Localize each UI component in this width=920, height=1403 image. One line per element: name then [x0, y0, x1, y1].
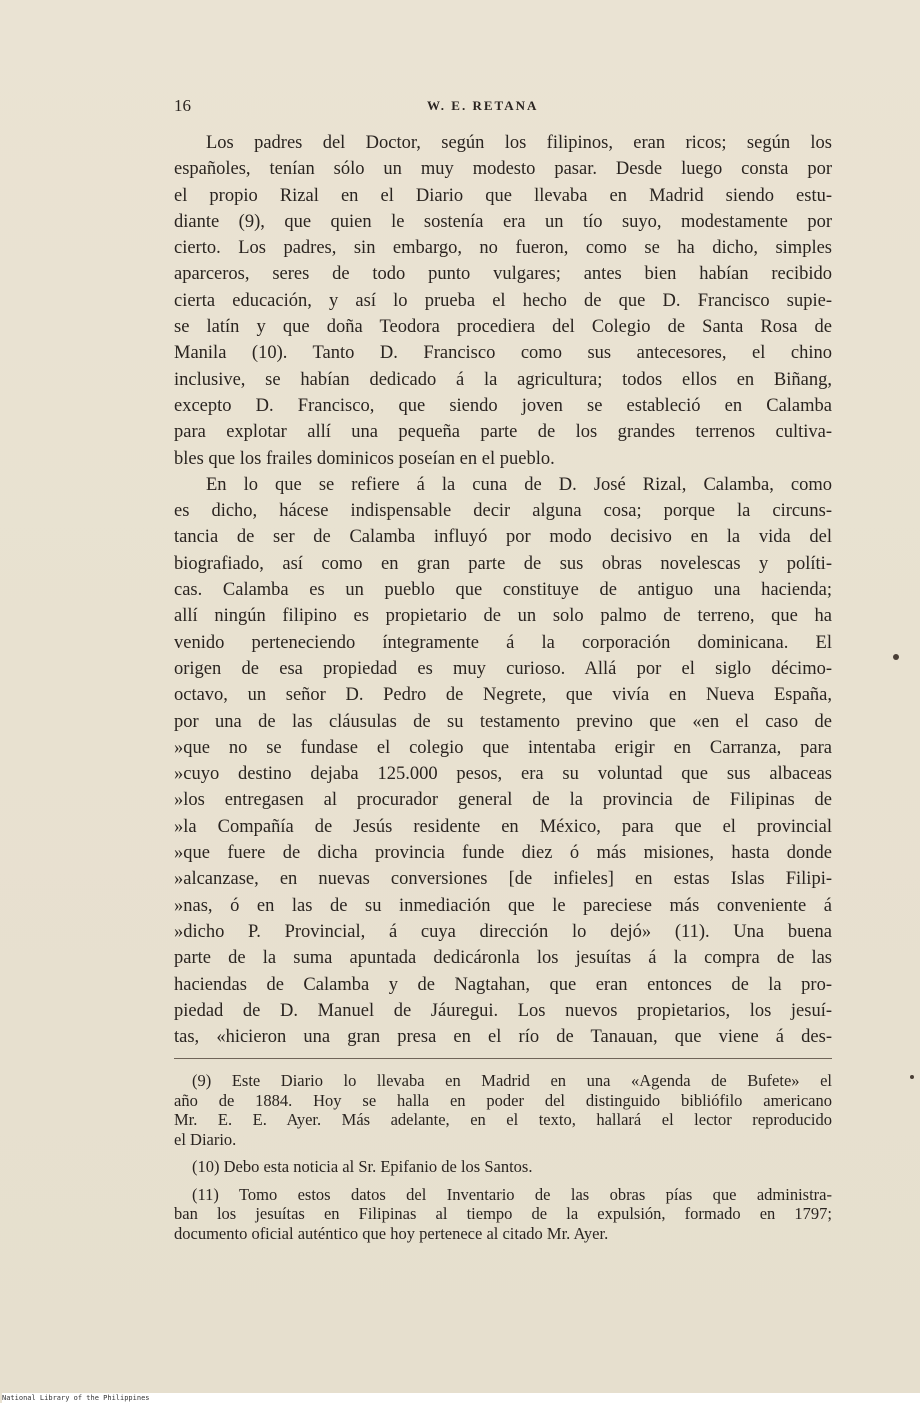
ink-speck: [893, 654, 899, 660]
body-line: haciendas de Calamba y de Nagtahan, que eran entonces de la pro-: [174, 974, 832, 995]
body-line: excepto D. Francisco, que siendo joven se estableció en Calamba: [174, 395, 832, 416]
footnote-line: (9) Este Diario lo llevaba en Madrid en una «Agenda de Bufete» el: [192, 1071, 832, 1090]
footnote-line: Mr. E. E. Ayer. Más adelante, en el texto, hallará el lector reproducido: [174, 1110, 832, 1129]
body-line: el propio Rizal en el Diario que llevaba en Madrid siendo estu-: [174, 185, 832, 206]
body-line: »cuyo destino dejaba 125.000 pesos, era su voluntad que sus albaceas: [174, 764, 832, 785]
body-line: En lo que se refiere á la cuna de D. José Rizal, Calamba, como: [206, 474, 832, 495]
footnote-line: (11) Tomo estos datos del Inventario de las obras pías que administra-: [192, 1184, 832, 1204]
body-line: es dicho, hácese indispensable decir alguna cosa; porque la circuns-: [174, 501, 832, 522]
body-line: Los padres del Doctor, según los filipinos, eran ricos; según los: [206, 133, 832, 153]
body-line: piedad de D. Manuel de Jáuregui. Los nuevos propietarios, los jesuí-: [174, 1000, 832, 1021]
running-head: W. E. RETANA: [427, 98, 539, 113]
body-line: allí ningún filipino es propietario de un solo palmo de terreno, que ha: [174, 606, 832, 627]
body-line: aparceros, seres de todo punto vulgares; antes bien habían recibido: [174, 264, 832, 285]
page-number: 16: [174, 96, 191, 115]
body-line: inclusive, se habían dedicado á la agricultura; todos ellos en Biñang,: [174, 369, 832, 390]
body-line: Manila (10). Tanto D. Francisco como sus antecesores, el chino: [174, 343, 832, 364]
footer-credit: National Library of the Philippines: [2, 1393, 920, 1403]
body-line: origen de esa propiedad es muy curioso. Allá por el siglo décimo-: [174, 658, 832, 679]
footnote-line: (10) Debo esta noticia al Sr. Epifanio de los Santos.: [192, 1157, 533, 1176]
body-line: españoles, tenían sólo un muy modesto pasar. Desde luego consta por: [174, 159, 832, 180]
ink-speck: [910, 1075, 914, 1079]
body-line: cierto. Los padres, sin embargo, no fueron, como se ha dicho, simples: [174, 238, 832, 259]
body-line: cas. Calamba es un pueblo que constituye de antiguo una hacienda;: [174, 580, 832, 601]
body-line: »alcanzase, en nuevas conversiones [de infieles] en estas Islas Filipi-: [174, 869, 832, 890]
body-line: »los entregasen al procurador general de la provincia de Filipinas de: [174, 790, 832, 811]
body-line: diante (9), que quien le sostenía era un tío suyo, modestamente por: [174, 211, 832, 232]
footnotes: [174, 1071, 832, 1243]
page-header: [174, 96, 834, 118]
footnote-divider: [174, 1058, 832, 1059]
body-line: »que no se fundase el colegio que intentaba erigir en Carranza, para: [174, 737, 832, 758]
footnote-line: documento oficial auténtico que hoy pertenece al citado Mr. Ayer.: [174, 1223, 609, 1243]
footnote-line: ban los jesuítas en Filipinas al tiempo de la expulsión, formado en 1797;: [174, 1204, 832, 1223]
body-line: parte de la suma apuntada dedicáronla los jesuítas á la compra de las: [174, 948, 832, 969]
body-line: venido perteneciendo íntegramente á la corporación dominicana. El: [174, 632, 832, 653]
body-line: »que fuere de dicha provincia funde diez ó más misiones, hasta donde: [174, 843, 832, 864]
footnote-line: año de 1884. Hoy se halla en poder del distinguido bibliófilo americano: [174, 1090, 832, 1110]
body-line: cierta educación, y así lo prueba el hecho de que D. Francisco supie-: [174, 290, 832, 311]
body-line: »dicho P. Provincial, á cuya dirección lo dejó» (11). Una buena: [174, 921, 832, 942]
body-line: tancia de ser de Calamba influyó por modo decisivo en la vida del: [174, 527, 832, 548]
body-line: bles que los frailes dominicos poseían en el pueblo.: [174, 448, 555, 469]
footnote-line: el Diario.: [174, 1129, 237, 1149]
body-line: por una de las cláusulas de su testamento previno que «en el caso de: [174, 711, 832, 732]
body-line: biografiado, así como en gran parte de sus obras novelescas y políti-: [174, 553, 832, 574]
body-line: tas, «hicieron una gran presa en el río de Tanauan, que viene á des-: [174, 1027, 832, 1048]
body-line: »nas, ó en las de su inmediación que le pareciese más conveniente á: [174, 895, 832, 916]
body-line: »la Compañía de Jesús residente en México, para que el provincial: [174, 816, 832, 837]
body-line: octavo, un señor D. Pedro de Negrete, que vivía en Nueva España,: [174, 685, 832, 706]
body-line: se latín y que doña Teodora procediera del Colegio de Santa Rosa de: [174, 317, 832, 338]
body-line: para explotar allí una pequeña parte de los grandes terrenos cultiva-: [174, 422, 832, 443]
body-text: [174, 130, 832, 1050]
